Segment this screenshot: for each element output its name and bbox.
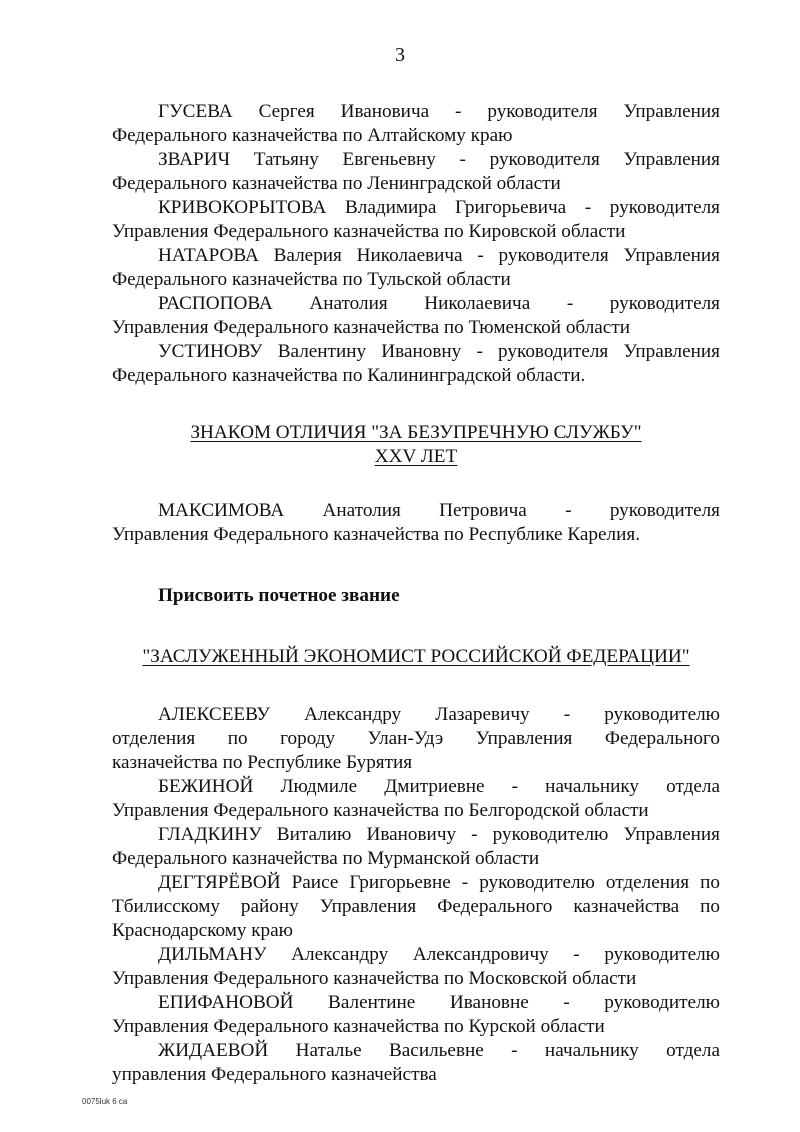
list-item-line: Федерального казначейства по Тульской области — [112, 269, 511, 290]
list-item-line: ДЕГТЯРЁВОЙ Раисе Григорьевне - руководителю отделения по — [158, 872, 720, 893]
list-item-line: Федерального казначейства по Калининградской области. — [112, 365, 586, 386]
list-item-line: Управления Федерального казначейства по Московской области — [112, 968, 637, 989]
list-item-line: Управления Федерального казначейства по Курской области — [112, 1016, 605, 1037]
list-item — [112, 244, 720, 292]
list-item-line: НАТАРОВА Валерия Николаевича - руководителя Управления — [158, 245, 720, 266]
list-item-line: ЕПИФАНОВОЙ Валентине Ивановне - руководителю — [158, 992, 720, 1013]
list-item-line: Краснодарскому краю — [112, 920, 293, 941]
list-item — [112, 196, 720, 244]
list-item — [112, 823, 720, 871]
list-item — [112, 499, 720, 547]
list-item — [112, 703, 720, 775]
list-item-line: АЛЕКСЕЕВУ Александру Лазаревичу - руководителю — [158, 704, 720, 725]
list-item-line: ГУСЕВА Сергея Ивановича - руководителя Управления — [158, 101, 720, 122]
list-item-line: отделения по городу Улан-Удэ Управления Федерального — [112, 728, 720, 749]
award-heading-line1: ЗНАКОМ ОТЛИЧИЯ "ЗА БЕЗУПРЕЧНУЮ СЛУЖБУ" — [190, 422, 642, 443]
list-item-line: Управления Федерального казначейства по Белгородской области — [112, 800, 649, 821]
list-item — [112, 100, 720, 148]
list-item-line: Федерального казначейства по Алтайскому краю — [112, 125, 513, 146]
list-item-line: Управления Федерального казначейства по Тюменской области — [112, 317, 630, 338]
list-item-line: ГЛАДКИНУ Виталию Ивановичу - руководителю Управления — [158, 824, 720, 845]
section-distinction-list — [112, 499, 720, 547]
section-awards-list — [112, 100, 720, 388]
list-item-line: ЖИДАЕВОЙ Наталье Васильевне - начальнику отдела — [158, 1040, 720, 1061]
list-item-line: ДИЛЬМАНУ Александру Александровичу - руководителю — [158, 944, 720, 965]
list-item-line: Управления Федерального казначейства по Кировской области — [112, 221, 626, 242]
document-body — [112, 100, 720, 1087]
award-heading — [112, 421, 720, 469]
page-number: 3 — [395, 44, 405, 66]
title-heading-text: "ЗАСЛУЖЕННЫЙ ЭКОНОМИСТ РОССИЙСКОЙ ФЕДЕРАЦИИ" — [142, 646, 690, 667]
assign-title: Присвоить почетное звание — [158, 585, 400, 606]
list-item-line: УСТИНОВУ Валентину Ивановну - руководителя Управления — [158, 341, 720, 362]
list-item — [112, 991, 720, 1039]
list-item-line: ЗВАРИЧ Татьяну Евгеньевну - руководителя Управления — [158, 149, 720, 170]
list-item — [112, 1039, 720, 1087]
list-item-line: казначейства по Республике Бурятия — [112, 752, 413, 773]
list-item-line: Федерального казначейства по Мурманской области — [112, 848, 540, 869]
list-item-line: КРИВОКОРЫТОВА Владимира Григорьевича - руководителя — [158, 197, 720, 218]
list-item — [112, 148, 720, 196]
list-item-line: БЕЖИНОЙ Людмиле Дмитриевне - начальнику отдела — [158, 776, 720, 797]
list-item-line: РАСПОПОВА Анатолия Николаевича - руководителя — [158, 293, 720, 314]
title-heading — [112, 645, 720, 669]
list-item-line: Управления Федерального казначейства по Республике Карелия. — [112, 524, 640, 545]
award-heading-line2: XXV ЛЕТ — [374, 446, 458, 467]
list-item — [112, 292, 720, 340]
list-item-line: Федерального казначейства по Ленинградской области — [112, 173, 561, 194]
list-item-line: Тбилисскому району Управления Федерального казначейства по — [112, 896, 720, 917]
list-item — [112, 943, 720, 991]
section-title-list — [112, 703, 720, 1087]
list-item — [112, 775, 720, 823]
footer-code: 0075luk 6 ca — [82, 1097, 128, 1106]
list-item — [112, 340, 720, 388]
list-item-line: управления Федерального казначейства — [112, 1064, 437, 1085]
list-item — [112, 871, 720, 943]
list-item-line: МАКСИМОВА Анатолия Петровича - руководителя — [158, 500, 720, 521]
